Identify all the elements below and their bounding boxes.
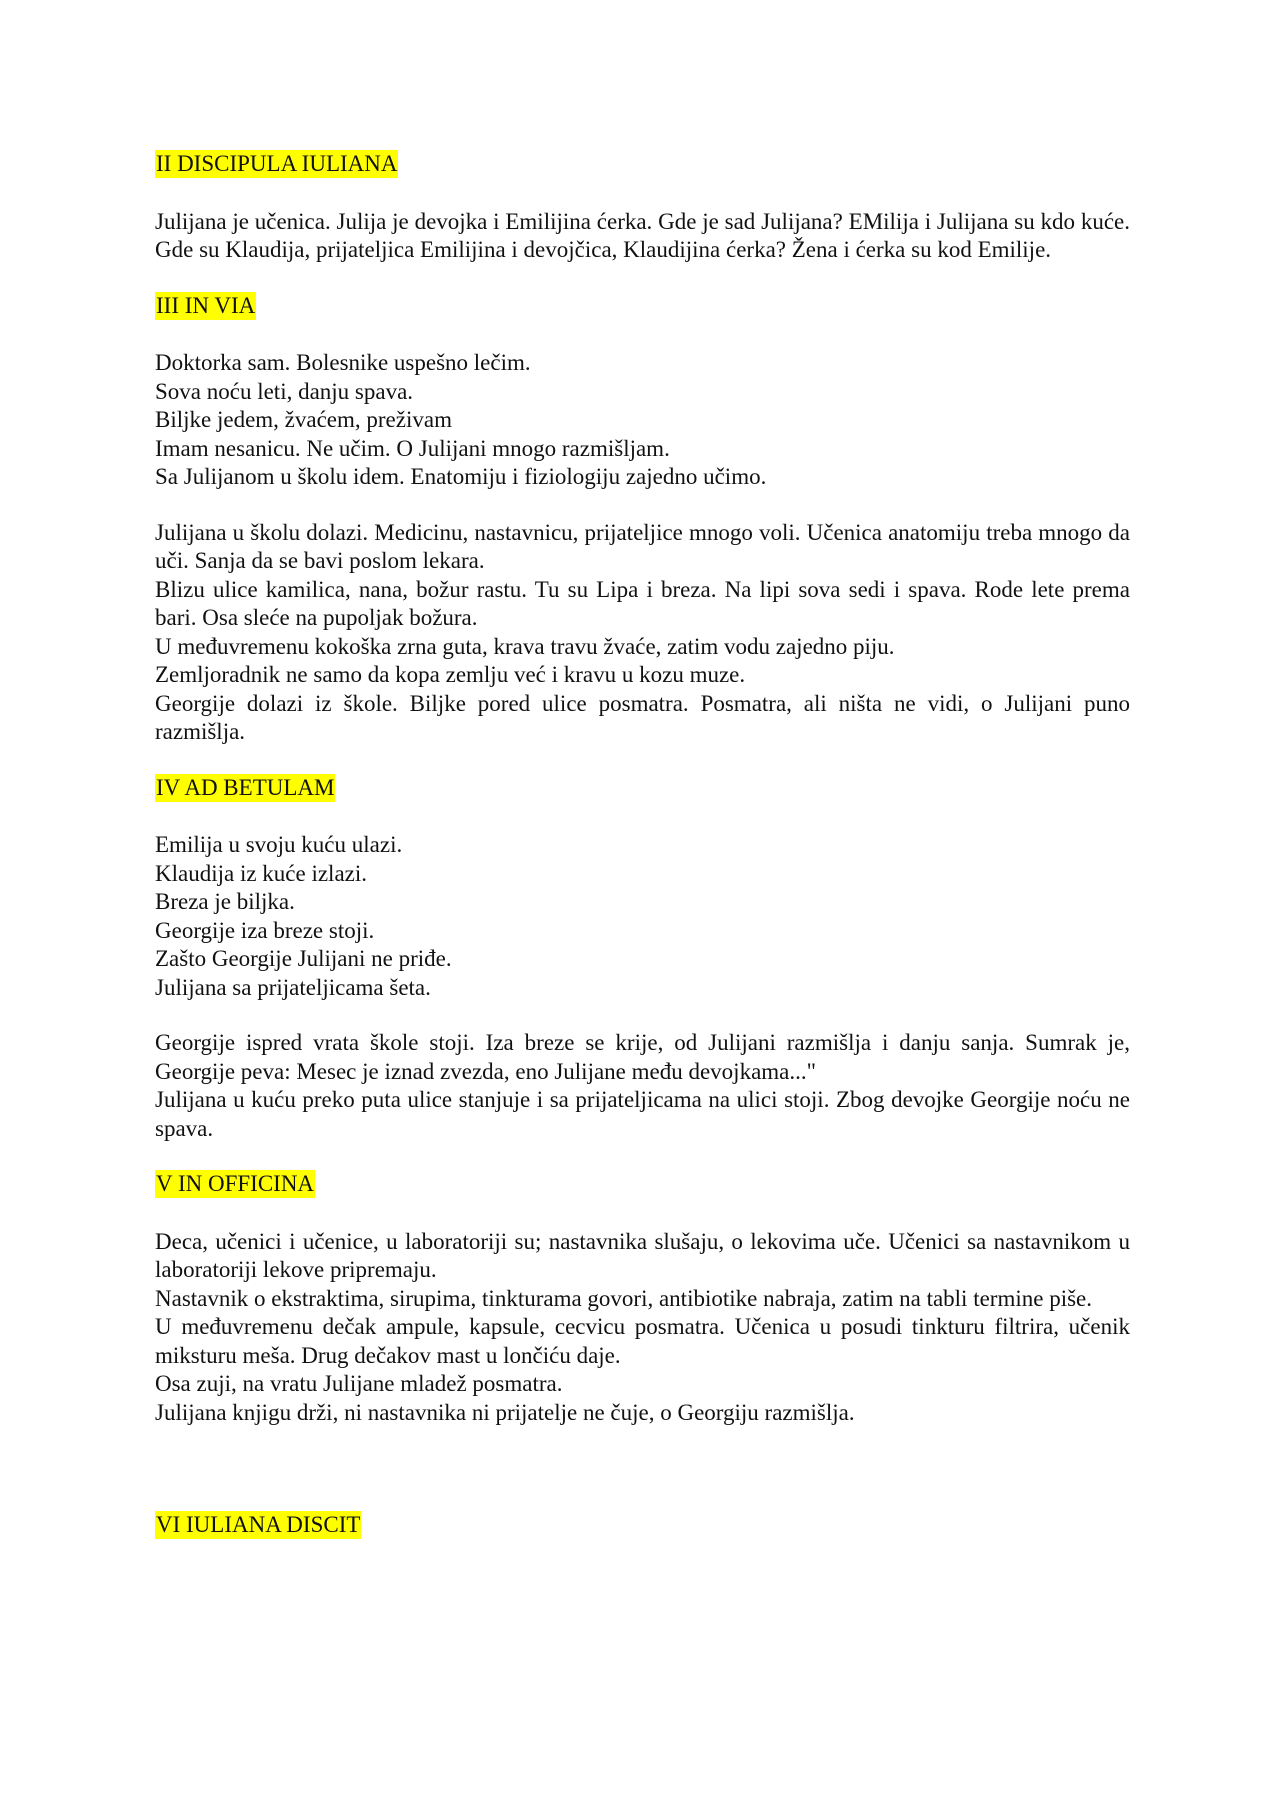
paragraph: Julijana knjigu drži, ni nastavnika ni prijatelje ne čuje, o Georgiju razmišlja. xyxy=(155,1399,855,1425)
paragraph: Georgije ispred vrata škole stoji. Iza breze se krije, od Julijani razmišlja i danju sanja. Sumrak je, Georgije peva: Mesec je iznad zvezda, eno Julijane među devojkama..." xyxy=(155,1030,1130,1084)
text-line: Georgije iza breze stoji. xyxy=(155,917,375,943)
section-heading: III IN VIA xyxy=(156,292,256,318)
section-in-via xyxy=(155,292,1130,747)
paragraph: Julijana je učenica. Julija je devojka i Emilijina ćerka. Gde je sad Julijana? EMilija i Julijana su kdo kuće. Gde su Klaudija, prijateljica Emilijina i devojčica, Klaudijina ćerka? Žena i ćerka su kod Emilije. xyxy=(155,208,1130,262)
text-line: Julijana sa prijateljicama šeta. xyxy=(155,974,431,1000)
paragraph: U međuvremenu kokoška zrna guta, krava travu žvaće, zatim vodu zajedno piju. xyxy=(155,633,895,659)
line-group xyxy=(155,831,1130,1002)
paragraph: Julijana u kuću preko puta ulice stanjuje i sa prijateljicama na ulici stoji. Zbog devojke Georgije noću ne spava. xyxy=(155,1087,1130,1141)
text-line: Biljke jedem, žvaćem, preživam xyxy=(155,407,452,432)
text-line: Doktorka sam. Bolesnike uspešno lečim. xyxy=(155,350,531,375)
text-line: Sa Julijanom u školu idem. Enatomiju i fiziologiju zajedno učimo. xyxy=(155,464,767,489)
text-line: Imam nesanicu. Ne učim. O Julijani mnogo razmišljam. xyxy=(155,435,670,461)
paragraph: Zemljoradnik ne samo da kopa zemlju već i kravu u kozu muze. xyxy=(155,662,746,687)
text-line: Klaudija iz kuće izlazi. xyxy=(155,860,368,886)
paragraph: Osa zuji, na vratu Julijane mladež posmatra. xyxy=(155,1371,563,1396)
section-heading: IV AD BETULAM xyxy=(156,774,335,800)
text-line: Zašto Georgije Julijani ne priđe. xyxy=(155,946,452,971)
line-group xyxy=(155,349,1130,492)
paragraph: Nastavnik o ekstraktima, sirupima, tinkturama govori, antibiotike nabraja, zatim na tabli termine piše. xyxy=(155,1285,1092,1311)
document-page xyxy=(155,150,1130,1540)
text-line: Sova noću leti, danju spava. xyxy=(155,378,414,404)
section-heading: V IN OFFICINA xyxy=(156,1171,315,1196)
section-heading: II DISCIPULA IULIANA xyxy=(156,151,398,176)
section-discipula-iuliana xyxy=(155,150,1130,265)
section-heading: VI IULIANA DISCIT xyxy=(156,1512,361,1537)
text-line: Breza je biljka. xyxy=(155,889,295,914)
paragraph: U međuvremenu dečak ampule, kapsule, cecvicu posmatra. Učenica u posudi tinkturu filtrira, učenik miksturu meša. Drug dečakov mast u lončiću daje. xyxy=(155,1314,1130,1368)
paragraph: Blizu ulice kamilica, nana, božur rastu. Tu su Lipa i breza. Na lipi sova sedi i spava. Rode lete prema bari. Osa sleće na pupoljak božura. xyxy=(155,576,1130,630)
paragraph: Deca, učenici i učenice, u laboratoriji su; nastavnika slušaju, o lekovima uče. Učenici sa nastavnikom u laboratoriji lekove pripremaju. xyxy=(155,1228,1130,1282)
section-iuliana-discit xyxy=(155,1511,1130,1540)
section-in-officina xyxy=(155,1170,1130,1427)
section-ad-betulam xyxy=(155,774,1130,1144)
paragraph: Georgije dolazi iz škole. Biljke pored ulice posmatra. Posmatra, ali ništa ne vidi, o Julijani puno razmišlja. xyxy=(155,690,1130,744)
text-line: Emilija u svoju kuću ulazi. xyxy=(155,832,403,857)
paragraph: Julijana u školu dolazi. Medicinu, nastavnicu, prijateljice mnogo voli. Učenica anatomiju treba mnogo da uči. Sanja da se bavi poslom lekara. xyxy=(155,519,1130,573)
